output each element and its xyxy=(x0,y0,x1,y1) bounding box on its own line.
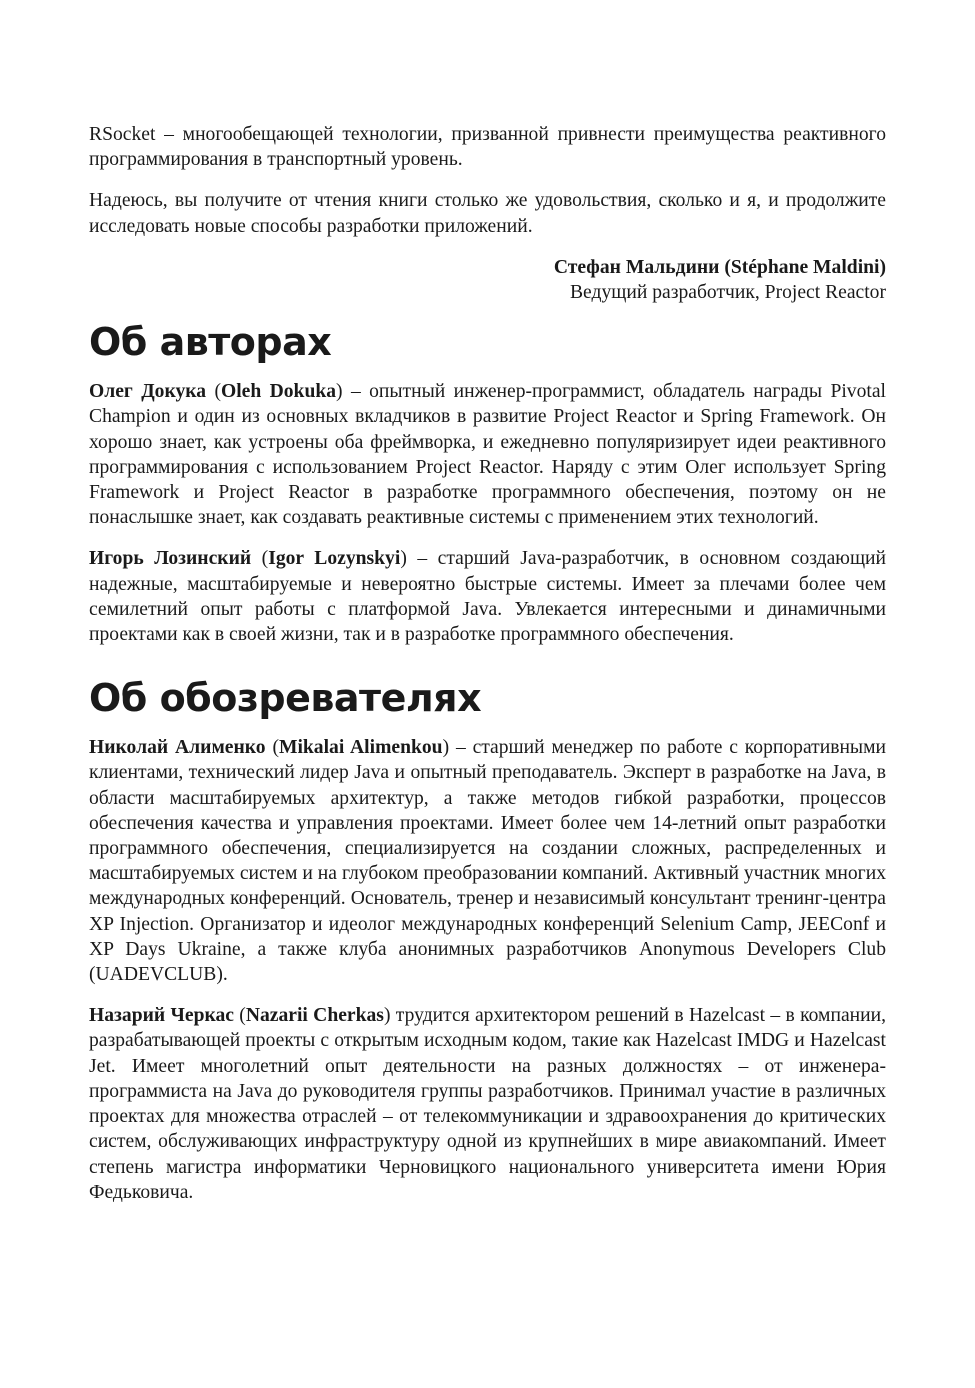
paren-open: ( xyxy=(265,737,279,759)
paren-open: ( xyxy=(233,1005,246,1027)
reviewer-name-ru: Назарий Черкас xyxy=(89,1005,234,1027)
foreword-paragraph-2: Надеюсь, вы получите от чтения книги столько же удовольствия, сколько и я, и продолжите исследовать новые способы разработки приложений. xyxy=(89,190,886,237)
signature-name: Стефан Мальдини (Stéphane Maldini) xyxy=(553,256,886,278)
authors-heading: Об авторах xyxy=(89,320,332,365)
reviewer-name-en: Mikalai Alimenkou xyxy=(278,737,443,759)
book-page xyxy=(89,122,886,1221)
author-bio-text: – опытный инженер-программист, обладатель награды Pivotal Champion и один из основных вкладчиков в развитие Project Reactor и Spring Framework. Он хорошо знает, как устроены оба фреймворка, и ежедневно популяризирует идеи реактивного программирования с использованием Project Reactor. Наряду с этим Олег использует Spring Framework и Project Reactor в разработке программного обеспечения, поэтому он не понаслышке знает, как создавать реактивные системы с применением этих технологий. xyxy=(89,381,886,529)
reviewer-bio-cherkas xyxy=(89,1003,886,1205)
author-bio-dokuka xyxy=(89,379,886,530)
foreword-paragraph-1: RSocket – многообещающей технологии, призванной привнести преимущества реактивного программирования в транспортный уровень. xyxy=(89,124,886,171)
reviewers-heading: Об обозревателях xyxy=(89,676,482,721)
paren-close: ) xyxy=(400,548,407,570)
foreword-signature xyxy=(89,255,886,305)
author-name-en: Oleh Dokuka xyxy=(220,381,337,403)
reviewer-name-en: Nazarii Cherkas xyxy=(245,1005,384,1027)
paren-open: ( xyxy=(251,548,269,570)
signature-role: Ведущий разработчик, Project Reactor xyxy=(569,282,886,304)
reviewer-bio-alimenkou xyxy=(89,735,886,987)
reviewer-bio-text: – старший менеджер по работе с корпоративными клиентами, технический лидер Java и опытный преподаватель. Эксперт в разработке на Java, в области масштабируемых архитектур, а также методов гибкой разработки, процессов обеспечения качества и управления проектами. Имеет более чем 14-летний опыт разработки программного обеспечения, специализируется на создании сложных, распределенных и масштабируемых систем и на глубоком преобразовании компаний. Активный участник многих международных конференций. Основатель, тренер и независимый консультант тренинг-центра XP Injection. Организатор и идеолог международных конференций Selenium Camp, JEEConf и XP Days Ukraine, а также клуба анонимных разработчиков Anonymous Developers Club (UADEVCLUB). xyxy=(89,737,886,986)
author-bio-text: – старший Java-разработчик, в основном создающий надежные, масштабируемые и невероятно быстрые системы. Имеет за плечами более чем семилетний опыт работы с платформой Java. Увлекается интересными и динамичными проектами как в своей жизни, так и в разработке программного обеспечения. xyxy=(89,548,887,646)
paren-close: ) xyxy=(336,381,343,403)
paren-open: ( xyxy=(206,381,221,403)
author-name-ru: Игорь Лозинский xyxy=(89,548,252,570)
paren-close: ) xyxy=(383,1005,391,1027)
author-bio-lozynskyi xyxy=(89,546,886,647)
reviewer-bio-text: трудится архитектором решений в Hazelcast – в компании, разрабатывающей проекты с открытым исходным кодом, такие как Hazelcast IMDG и Hazelcast Jet. Имеет многолетний опыт деятельности на разных должностях – от инженера-программиста на Java до руководителя группы разработчиков. Принимал участие в различных проектах для множества отраслей – от телекоммуникации и здравоохранения до критических систем, обслуживающих инфраструктуру одной из крупнейших в мире авиакомпаний. Имеет степень магистра информатики Черновицкого национального университета имени Юрия Федьковича. xyxy=(89,1005,886,1203)
author-name-ru: Олег Докука xyxy=(89,381,207,403)
author-name-en: Igor Lozynskyi xyxy=(268,548,401,570)
paren-close: ) xyxy=(442,737,450,759)
reviewer-name-ru: Николай Алименко xyxy=(89,737,266,759)
